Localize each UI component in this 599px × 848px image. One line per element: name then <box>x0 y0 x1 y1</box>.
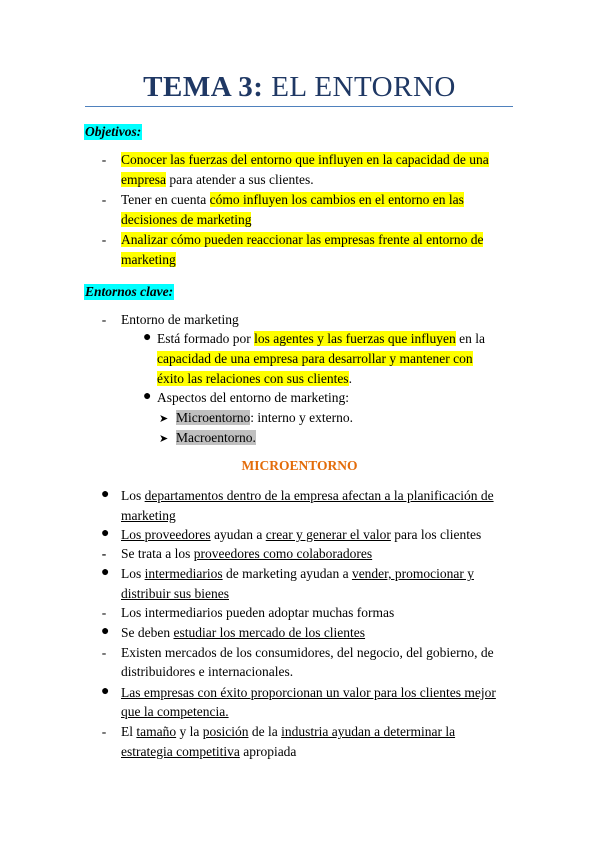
arrow-bullet-icon: ➤ <box>159 433 169 445</box>
micro-item-1-line-1: Los departamentos dentro de la empresa afectan a la planificación de <box>121 488 494 503</box>
micro-item-7-line-2: distribuidores e internacionales. <box>121 664 294 679</box>
bullet-marker: ● <box>143 330 152 345</box>
dash-marker: - <box>101 605 107 620</box>
objective-1-line-2: empresa para atender a sus clientes. <box>121 172 314 187</box>
bullet-marker: ● <box>101 624 110 639</box>
micro-item-1-line-2: marketing <box>121 508 176 523</box>
micro-item-9-line-1: El tamaño y la posición de la industria ayudan a determinar la <box>121 724 456 739</box>
section-heading-entornos-clave: Entornos clave: <box>85 284 174 299</box>
section-heading-microentorno: MICROENTORNO <box>241 458 358 473</box>
micro-item-7-line-1: Existen mercados de los consumidores, del negocio, del gobierno, de <box>121 645 494 660</box>
entorno-bullet-1-line-1: Está formado por los agentes y las fuerzas que influyen en la <box>157 331 486 346</box>
bullet-marker: ● <box>143 389 152 404</box>
objective-1-line-1: Conocer las fuerzas del entorno que influyen en la capacidad de una <box>121 152 489 167</box>
macroentorno-subitem: Macroentorno. <box>176 430 256 445</box>
objective-3-line-2: marketing <box>121 252 176 267</box>
micro-item-2: Los proveedores ayudan a crear y generar el valor para los clientes <box>121 527 482 542</box>
entorno-marketing-item: Entorno de marketing <box>121 312 239 327</box>
entorno-bullet-2: Aspectos del entorno de marketing: <box>157 390 349 405</box>
microentorno-subitem: Microentorno: interno y externo. <box>176 410 353 425</box>
dash-marker: - <box>101 546 107 561</box>
dash-marker: - <box>101 312 107 327</box>
bullet-marker: ● <box>101 526 110 541</box>
micro-item-5: Los intermediarios pueden adoptar muchas formas <box>121 605 395 620</box>
dash-marker: - <box>101 152 107 167</box>
micro-item-4-line-1: Los intermediarios de marketing ayudan a vender, promocionar y <box>121 566 474 581</box>
micro-item-8-line-2: que la competencia. <box>121 704 229 719</box>
micro-item-4-line-2: distribuir sus bienes <box>121 586 229 601</box>
objective-2-line-1: Tener en cuenta cómo influyen los cambios en el entorno en las <box>121 192 464 207</box>
dash-marker: - <box>101 645 107 660</box>
arrow-bullet-icon: ➤ <box>159 413 169 425</box>
bullet-marker: ● <box>101 487 110 502</box>
bullet-marker: ● <box>101 684 110 699</box>
dash-marker: - <box>101 192 107 207</box>
entorno-bullet-1-line-3: éxito las relaciones con sus clientes. <box>157 371 352 386</box>
page-title: TEMA 3: EL ENTORNO <box>143 71 456 103</box>
section-heading-objetivos: Objetivos: <box>85 124 142 139</box>
title-underline <box>85 106 513 107</box>
dash-marker: - <box>101 232 107 247</box>
micro-item-9-line-2: estrategia competitiva apropiada <box>121 744 297 759</box>
micro-item-3: Se trata a los proveedores como colaboradores <box>121 546 373 561</box>
entorno-bullet-1-line-2: capacidad de una empresa para desarrollar y mantener con <box>157 351 473 366</box>
bullet-marker: ● <box>101 565 110 580</box>
objective-3-line-1: Analizar cómo pueden reaccionar las empresas frente al entorno de <box>121 232 484 247</box>
objective-2-line-2: decisiones de marketing <box>121 212 252 227</box>
micro-item-8-line-1: Las empresas con éxito proporcionan un valor para los clientes mejor <box>121 685 496 700</box>
dash-marker: - <box>101 724 107 739</box>
micro-item-6: Se deben estudiar los mercado de los clientes <box>121 625 366 640</box>
